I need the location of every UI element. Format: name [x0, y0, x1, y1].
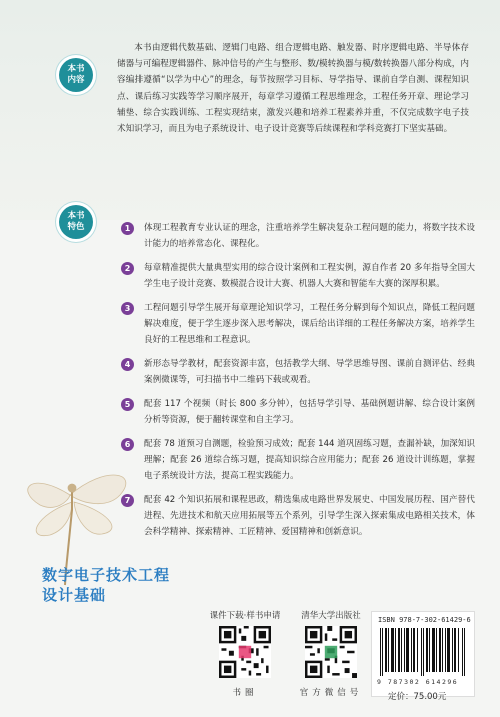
qr-block-right — [292, 611, 370, 699]
feature-number: 6 — [121, 438, 134, 451]
qr-left-top-label: 课件下载·样书申请 — [209, 611, 281, 621]
barcode-icon — [380, 628, 466, 676]
qr-right-bottom-label: 官方微信号 — [299, 688, 363, 698]
feature-text: 工程问题引导学生展开每章理论知识学习，工程任务分解到每个知识点，降低工程问题解决难度，便于学生逐步深入思考解决，课后给出详细的工程任务解决方案，培养学生良好的工程思维和工程意识。 — [144, 303, 475, 345]
feature-text: 配套 78 道预习自测题，检验预习成效；配套 144 道巩固练习题，查漏补缺，加深知识理解；配套 26 道综合练习题，提高知识综合应用能力；配套 26 道设计训练题，掌握电子系统设计方法，提高工程实践能力。 — [144, 439, 475, 481]
feature-number: 2 — [121, 262, 134, 275]
book-title-line2: 设计基础 — [42, 586, 107, 604]
feature-item — [121, 260, 475, 292]
feature-text: 配套 117 个视频（时长 800 多分钟），包括导学引导、基础例题讲解、综合设计案例分析等资源，便于翻转课堂和自主学习。 — [144, 399, 475, 425]
features-badge: 本书特色 — [59, 205, 93, 239]
book-title — [42, 565, 170, 605]
feature-text: 新形态导学教材，配套资源丰富，包括教学大纲、导学思维导图、课前自测评估、经典案例微课等，可扫描书中二维码下载或观看。 — [144, 359, 475, 385]
qr-left-bottom-label: 书圈 — [232, 688, 258, 698]
isbn-top-text: ISBN 978-7-302-61429-6 — [378, 616, 471, 624]
isbn-barcode — [371, 611, 475, 697]
feature-item — [121, 220, 475, 252]
qr-right-top-label: 清华大学出版社 — [301, 611, 361, 621]
qr-code-icon[interactable] — [305, 626, 357, 678]
feature-item — [121, 356, 475, 388]
feature-number: 7 — [121, 494, 134, 507]
intro-badge: 本书内容 — [59, 58, 93, 92]
intro-paragraph: 本书由逻辑代数基础、逻辑门电路、组合逻辑电路、触发器、时序逻辑电路、半导体存储器与可编程逻辑器件、脉冲信号的产生与整形、数/模转换器与模/数转换器八部分构成，内容编排遵循“以学为中心”的理念，每节按照学习目标、导学指导、课前自学自测、课程知识点、课后练习实践等学习顺序展开，每章学习遵循工程思维理念，工程任务开章、理论学习辅垫、综合实践训练、工程实现结束，激发兴趣和培养工程素养并重，不仅完成数字电子技术知识学习，而且为电子系统设计、电子设计竞赛等后续课程和学科竞赛打下坚实基础。 — [117, 43, 469, 135]
qr-block-left — [206, 611, 284, 699]
price-label: 定价：75.00元 — [388, 692, 447, 702]
feature-number: 4 — [121, 358, 134, 371]
feature-text: 体现工程教育专业认证的理念，注重培养学生解决复杂工程问题的能力，将数字技术设计能力的培养常态化、课程化。 — [144, 223, 475, 249]
feature-number: 5 — [121, 398, 134, 411]
book-title-line1: 数字电子技术工程 — [42, 566, 171, 584]
isbn-number: 9 787302 614296 — [377, 678, 459, 686]
feature-item — [121, 300, 475, 348]
feature-number: 3 — [121, 302, 134, 315]
feature-text: 配套 42 个知识拓展和课程思政，精选集成电路世界发展史、中国发展历程、国产替代进程、先进技术和航天应用拓展等五个系列，引导学生深入探索集成电路相关技术，体会科学精神、探索精神、工匠精神、爱国精神和创新意识。 — [144, 495, 475, 537]
feature-item — [121, 396, 475, 428]
qr-code-icon[interactable] — [219, 626, 271, 678]
feature-number: 1 — [121, 222, 134, 235]
feature-text: 每章精准提供大量典型实用的综合设计案例和工程实例，源自作者 20 多年指导全国大学生电子设计竞赛、数模混合设计大赛、机器人大赛和智能车大赛的深厚积累。 — [144, 263, 475, 289]
